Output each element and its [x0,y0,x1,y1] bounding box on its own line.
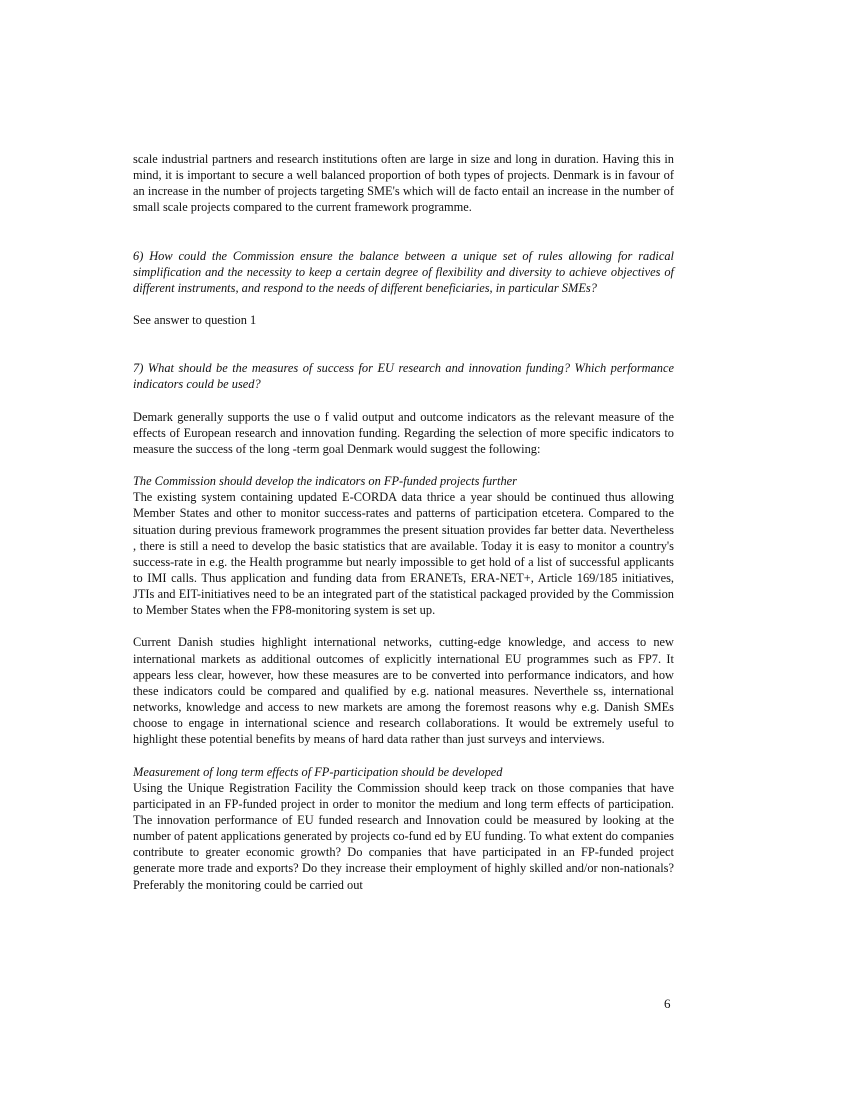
section-heading-indicators: The Commission should develop the indicators on FP-funded projects further [133,474,517,489]
section-heading-long-term: Measurement of long term effects of FP-participation should be developed [133,764,503,779]
page-body [133,151,674,893]
paragraph-ecorda: The existing system containing updated E-CORDA data thrice a year should be continued thus allowing Member States and other to monitor success-rates and patterns of participation etcetera. Compared to the situation during previous framework programmes the present situation provides far better data. Nevertheless , there is still a need to develop the basic statistics that are available. Today it is easy to monitor a country's success-rate in e.g. the Health programme but nearly impossible to get hold of a list of successful applicants to IMI calls. Thus application and funding data from ERANETs, ERA-NET+, Article 169/185 initiatives, JTIs and EIT-initiatives need to be an integrated part of the statistical packaged provided by the Commission to Member States when the FP8-monitoring system is set up. [133,490,674,618]
spacer [133,618,674,634]
paragraph-registration: Using the Unique Registration Facility the Commission should keep track on those companies that have participated in an FP-funded project in order to monitor the medium and long term effects of participation. The innovation performance of EU funded research and Innovation could be measured by looking at the number of patent applications generated by projects co-fund ed by EU funding. To what extent do companies contribute to greater economic growth? Do companies that have participated in an FP-funded project generate more trade and exports? Do they increase their employment of highly skilled and/or non-nationals? Preferably the monitoring could be carried out [133,780,674,892]
spacer [133,296,674,312]
spacer [133,328,674,360]
spacer [133,748,674,764]
spacer [133,216,674,248]
question-7: 7) What should be the measures of success for EU research and innovation funding? Which performance indicators could be used? [133,361,674,392]
paragraph-danish-studies: Current Danish studies highlight international networks, cutting-edge knowledge, and access to new international markets as additional outcomes of explicitly international EU programmes such as FP7. It appears less clear, however, how these measures are to be converted into performance indicators, and how these indicators could be compared and qualified by e.g. national measures. Neverthele ss, international networks, knowledge and access to new markets are among the foremost reasons why e.g. Danish SMEs choose to engage in international science and research collaborations. It would be extremely useful to highlight these potential benefits by means of hard data rather than just surveys and interviews. [133,635,674,747]
answer-6: See answer to question 1 [133,313,257,328]
spacer [133,457,674,473]
spacer [133,393,674,409]
intro-paragraph: scale industrial partners and research institutions often are large in size and long in duration. Having this in mind, it is important to secure a well balanced proportion of both types of projects. Denmark is in favour of an increase in the number of projects targeting SME's which will de facto entail an increase in the number of small scale projects compared to the current framework programme. [133,152,674,215]
page-number: 6 [664,996,671,1011]
question-6: 6) How could the Commission ensure the balance between a unique set of rules allowing for radical simplification and the necessity to keep a certain degree of flexibility and diversity to achieve objectives of different instruments, and respond to the needs of different beneficiaries, in particular SMEs? [133,248,674,295]
answer-7-intro: Demark generally supports the use o f valid output and outcome indicators as the relevant measure of the effects of European research and innovation funding. Regarding the selection of more specific indicators to measure the success of the long -term goal Denmark would suggest the following: [133,409,674,456]
